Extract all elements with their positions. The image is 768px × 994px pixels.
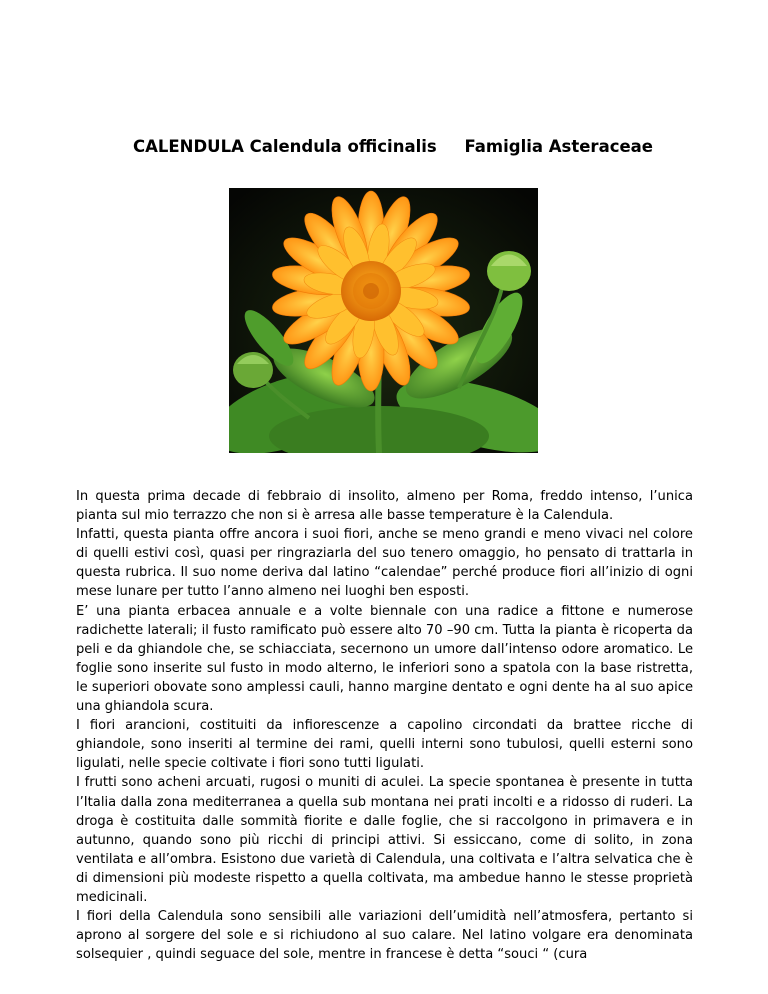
paragraph: Infatti, questa pianta offre ancora i suoi fiori, anche se meno grandi e meno vivaci nel colore di quelli estivi così, quasi per ringraziarla del suo tenero omaggio, ho pensato di trattarla in questa rubrica. Il suo nome deriva dal latino “calendae” perché produce fiori all’inizio di ogni mese lunare per tutto l’anno almeno nei luoghi ben esposti. bbox=[76, 527, 693, 600]
title-family: Famiglia Asteraceae bbox=[464, 137, 653, 156]
paragraph: I fiori della Calendula sono sensibili alle variazioni dell’umidità nell’atmosfera, pertanto si aprono al sorgere del sole e si richiudono al suo calare. Nel latino volgare era denominata solsequier , quindi seguace del sole, mentre in francese è detta “souci “ (cura bbox=[76, 909, 693, 963]
paragraph: I fiori arancioni, costituiti da infiorescenze a capolino circondati da brattee ricche di ghiandole, sono inseriti al termine dei rami, quelli interni sono tubulosi, quelli esterni sono ligulati, nelle specie coltivate i fiori sono tutti ligulati. bbox=[76, 718, 693, 772]
paragraph: I frutti sono acheni arcuati, rugosi o muniti di aculei. La specie spontanea è presente in tutta l’Italia dalla zona mediterranea a quella sub montana nei prati incolti e a ridosso di ruderi. La droga è costituita dalle sommità fiorite e dalle foglie, che si raccolgono in primavera e in autunno, quando sono più ricchi di principi attivi. Si essiccano, come di solito, in zona ventilata e all’ombra. Esistono due varietà di Calendula, una coltivata e l’altra selvatica che è di dimensioni più modeste rispetto a quella coltivata, ma ambedue hanno le stesse proprietà medicinali. bbox=[76, 775, 693, 905]
article-body bbox=[76, 487, 693, 964]
calendula-illustration bbox=[229, 188, 538, 453]
title-species: CALENDULA Calendula officinalis bbox=[133, 137, 437, 156]
page-title bbox=[133, 137, 673, 156]
paragraph: In questa prima decade di febbraio di insolito, almeno per Roma, freddo intenso, l’unica pianta sul mio terrazzo che non si è arresa alle basse temperature è la Calendula. bbox=[76, 489, 693, 524]
calendula-photo bbox=[229, 188, 538, 453]
paragraph: E’ una pianta erbacea annuale e a volte biennale con una radice a fittone e numerose radichette laterali; il fusto ramificato può essere alto 70 –90 cm. Tutta la pianta è ricoperta da peli e da ghiandole che, se schiacciata, secernono un umore dall’intenso odore aromatico. Le foglie sono inserite sul fusto in modo alterno, le inferiori sono a spatola con la base ristretta, le superiori obovate sono amplessi cauli, hanno margine dentato e ogni dente ha al suo apice una ghiandola scura. bbox=[76, 603, 693, 715]
